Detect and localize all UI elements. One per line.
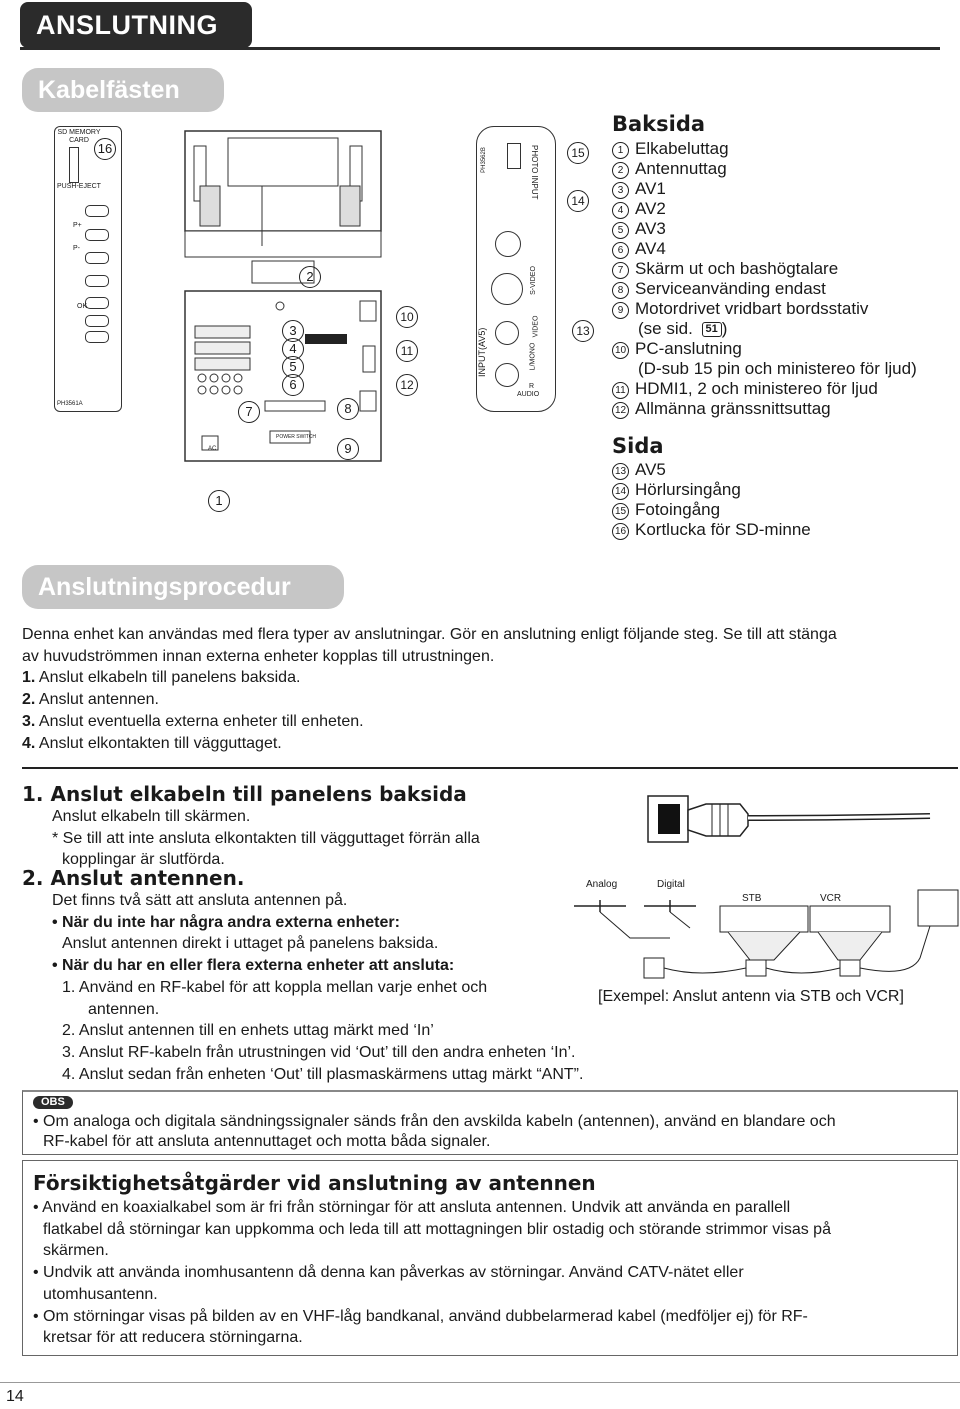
legend-num: 1 [612, 142, 629, 159]
precaution-line: • Använd en koaxialkabel som är fri från störningar för att ansluta antennen. Undvik att använda en parallell [33, 1199, 791, 1216]
step-number: 3. [22, 712, 36, 730]
step-number: 1. [22, 669, 36, 687]
legend-num: 11 [612, 382, 629, 399]
step2-sub [52, 1064, 672, 1086]
callout-6: 6 [282, 374, 304, 396]
p-plus-label: P+ [73, 222, 82, 229]
push-eject-label: PUSH-EJECT [57, 183, 101, 190]
legend-item [612, 460, 666, 480]
legend-text: Fotoingång [635, 500, 721, 519]
sub-text: antennen. [88, 1000, 160, 1018]
section-title-procedure: Anslutningsprocedur [22, 565, 344, 609]
header-rule [20, 47, 940, 50]
callout-5: 5 [282, 356, 304, 378]
legend-item [612, 299, 868, 319]
legend-text: (se sid. [638, 319, 693, 338]
step2-title: 2. Anslut antennen. [22, 866, 245, 890]
callout-4: 4 [282, 338, 304, 360]
callout-16: 16 [94, 138, 116, 160]
legend-text: Kortlucka för SD-minne [635, 520, 811, 539]
power-switch-label: POWER SWITCH [276, 434, 316, 440]
legend-text: AV3 [635, 219, 666, 238]
legend-text: (D-sub 15 pin och ministereo för ljud) [638, 359, 917, 378]
legend-item [612, 279, 826, 299]
sub-num: 1. [62, 978, 76, 996]
label-stb: STB [742, 893, 762, 904]
callout-15: 15 [567, 142, 589, 164]
step2-bullet: • När du inte har några andra externa enheter: [52, 913, 400, 931]
sub-text: Anslut RF-kabeln från utrustningen vid ‘Out’ till den andra enheten ‘In’. [78, 1043, 576, 1061]
step-text: Anslut eventuella externa enheter till enheten. [38, 712, 364, 730]
page-number: 14 [6, 1388, 24, 1405]
section-title-kabelfasten: Kabelfästen [22, 68, 224, 112]
chapter-title: ANSLUTNING [20, 2, 252, 48]
sub-num: 2. [62, 1022, 76, 1040]
figure-caption: [Exempel: Anslut antenn via STB och VCR] [598, 988, 904, 1005]
ok-button [85, 315, 109, 327]
procedure-intro [22, 624, 952, 754]
legend-num: 5 [612, 222, 629, 239]
av5-svideo-label: S-VIDEO [529, 266, 537, 295]
procedure-step [22, 689, 952, 711]
sd-card-slot [69, 147, 79, 183]
legend-item [612, 179, 666, 199]
vol-up-button [85, 275, 109, 287]
page-ref-icon: 51 [702, 322, 722, 337]
procedure-step [22, 667, 952, 689]
legend-text: HDMI1, 2 och ministereo för ljud [635, 379, 878, 398]
legend-item [638, 359, 917, 379]
step2-sub [52, 1042, 672, 1064]
photo-input-label: PHOTO INPUT [530, 145, 539, 200]
av5-input-panel [476, 126, 556, 412]
video-port [495, 321, 519, 345]
callout-1: 1 [208, 490, 230, 512]
legend-item [612, 239, 666, 259]
callout-12: 12 [396, 374, 418, 396]
legend-text: PC-anslutning [635, 339, 742, 358]
legend-text: AV5 [635, 460, 666, 479]
legend-text: AV1 [635, 179, 666, 198]
av5-audio-label: AUDIO [517, 391, 540, 398]
legend-num: 10 [612, 342, 629, 359]
precaution-line: utomhusantenn. [43, 1285, 158, 1303]
legend-item [612, 259, 838, 279]
label-vcr: VCR [820, 893, 842, 904]
label-analog: Analog [586, 879, 618, 890]
p-minus-button [85, 252, 109, 264]
callout-9: 9 [337, 438, 359, 460]
step-text: Anslut elkabeln till panelens baksida. [38, 669, 301, 687]
legend-item [612, 199, 666, 219]
precautions-list [33, 1197, 953, 1349]
legend-item [612, 339, 742, 359]
obs-line: RF-kabel för att ansluta antennuttaget och motta båda signaler. [43, 1133, 491, 1150]
step1-line: Anslut elkabeln till skärmen. [52, 808, 251, 825]
precaution-line: • Om störningar visas på bilden av en VHF-låg bandkanal, använd dubbelarmerad kabel (medföljer ej) för RF- [33, 1307, 808, 1325]
legend-text: Antennuttag [635, 159, 727, 178]
precaution-line: skärmen. [43, 1242, 109, 1260]
usb-photo-port [507, 143, 521, 169]
av5-video-label: VIDEO [532, 315, 540, 338]
sub-num: 4. [62, 1065, 76, 1083]
callout-11: 11 [396, 340, 418, 362]
callout-10: 10 [396, 306, 418, 328]
legend-item [612, 500, 720, 520]
legend-num: 15 [612, 503, 629, 520]
sub-text: Använd en RF-kabel för att koppla mellan varje enhet och [78, 978, 488, 996]
callout-14: 14 [567, 190, 589, 212]
step-text: Anslut antennen. [38, 691, 159, 709]
precaution-line: flatkabel då störningar kan uppkomma och leda till att mottagningen blir ostadig och störande strimmor visas på [43, 1220, 831, 1238]
legend-back-title: Baksida [612, 112, 706, 136]
input-button [85, 331, 109, 343]
intro-line: av huvudströmmen innan externa enheter kopplas till utrustningen. [22, 647, 495, 665]
p-minus-label: P- [73, 245, 80, 252]
legend-num: 13 [612, 463, 629, 480]
step1-line: kopplingar är slutförda. [62, 851, 225, 869]
av5-r-label: R [529, 383, 535, 390]
legend-num: 6 [612, 242, 629, 259]
av5-input-label: INPUT(AV5) [477, 327, 487, 377]
side-control-panel [54, 126, 122, 412]
precaution-line: kretsar för att reducera störningarna. [43, 1329, 303, 1347]
precaution-line: • Undvik att använda inomhusantenn då denna kan påverkas av störningar. Använd CATV-nätet eller [33, 1264, 744, 1282]
legend-item [612, 480, 741, 500]
legend-num: 8 [612, 282, 629, 299]
legend-text: Serviceanvänding endast [635, 279, 826, 298]
step1-line: * Se till att inte ansluta elkontakten till vägguttaget förrän alla [52, 829, 480, 847]
sub-text: Anslut antennen till en enhets uttag märkt med ‘In’ [78, 1022, 434, 1040]
legend-text: Elkabeluttag [635, 139, 729, 158]
obs-line: • Om analoga och digitala sändningssignaler sänds från den avskilda kabeln (antennen), använd en blandare och [33, 1113, 836, 1130]
legend-num: 2 [612, 162, 629, 179]
legend-text: Skärm ut och bashögtalare [635, 259, 839, 278]
headphone-jack [495, 231, 521, 257]
step2-sub [52, 1020, 672, 1042]
legend-text-close: ) [721, 319, 728, 338]
procedure-step [22, 733, 952, 755]
legend-num: 14 [612, 483, 629, 500]
side-model-label: PH3561A [57, 401, 83, 407]
legend-num: 12 [612, 402, 629, 419]
precautions-title: Försiktighetsåtgärder vid anslutning av antennen [33, 1171, 596, 1195]
callout-8: 8 [337, 398, 359, 420]
step1-title: 1. Anslut elkabeln till panelens baksida [22, 782, 467, 806]
sd-card-label: SD MEMORY CARD [57, 129, 101, 144]
power-button [85, 205, 109, 217]
legend-item [638, 319, 727, 339]
legend-text: AV4 [635, 239, 666, 258]
legend-item [612, 219, 666, 239]
callout-3: 3 [282, 320, 304, 342]
callout-7: 7 [238, 401, 260, 423]
label-digital: Digital [657, 879, 685, 890]
legend-text: Hörlursingång [635, 480, 741, 499]
ac-label: AC [208, 446, 217, 452]
antenna-connection-illustration [570, 888, 960, 988]
ok-label: OK [77, 303, 88, 310]
step-text: Anslut elkontakten till vägguttaget. [38, 734, 282, 752]
step2-sub [52, 999, 672, 1021]
legend-num: 9 [612, 302, 629, 319]
callout-2: 2 [299, 266, 321, 288]
legend-item [612, 520, 811, 540]
legend-item [612, 139, 729, 159]
step-number: 2. [22, 691, 36, 709]
av5-lmono-label: L/MONO [529, 342, 537, 371]
step2-line: Det finns två sätt att ansluta antennen på. [52, 892, 348, 909]
step1-body [52, 806, 592, 871]
av5-model-label: PH3562B [480, 147, 487, 173]
precautions-box [22, 1160, 958, 1356]
step2-bullet: • När du har en eller flera externa enheter att ansluta: [52, 957, 455, 975]
legend-num: 3 [612, 182, 629, 199]
svideo-port [491, 273, 523, 305]
legend-item [612, 159, 727, 179]
legend-text: AV2 [635, 199, 666, 218]
legend-item [612, 379, 878, 399]
obs-text [33, 1112, 953, 1152]
step2-line: Anslut antennen direkt i uttaget på panelens baksida. [62, 935, 439, 953]
legend-text: Allmänna gränssnittsuttag [635, 399, 831, 418]
p-plus-button [85, 229, 109, 241]
procedure-step [22, 711, 952, 733]
step-number: 4. [22, 734, 36, 752]
legend-side-title: Sida [612, 434, 664, 458]
audio-port [495, 363, 519, 387]
legend-num: 16 [612, 523, 629, 540]
legend-num: 7 [612, 262, 629, 279]
sub-num: 3. [62, 1043, 76, 1061]
intro-line: Denna enhet kan användas med flera typer av anslutningar. Gör en anslutning enligt följande steg. Se till att stänga [22, 626, 837, 643]
sub-text: Anslut sedan från enheten ‘Out’ till plasmaskärmens uttag märkt “ANT”. [78, 1065, 584, 1083]
power-plug-illustration [640, 790, 940, 850]
legend-item [612, 399, 831, 419]
legend-text: Motordrivet vridbart bordsstativ [635, 299, 869, 318]
vol-down-button [85, 297, 109, 309]
legend-num: 4 [612, 202, 629, 219]
obs-tag: OBS [33, 1096, 73, 1109]
callout-13: 13 [572, 320, 594, 342]
obs-note [22, 1090, 958, 1155]
footer-rule [0, 1382, 960, 1383]
divider [22, 767, 958, 769]
